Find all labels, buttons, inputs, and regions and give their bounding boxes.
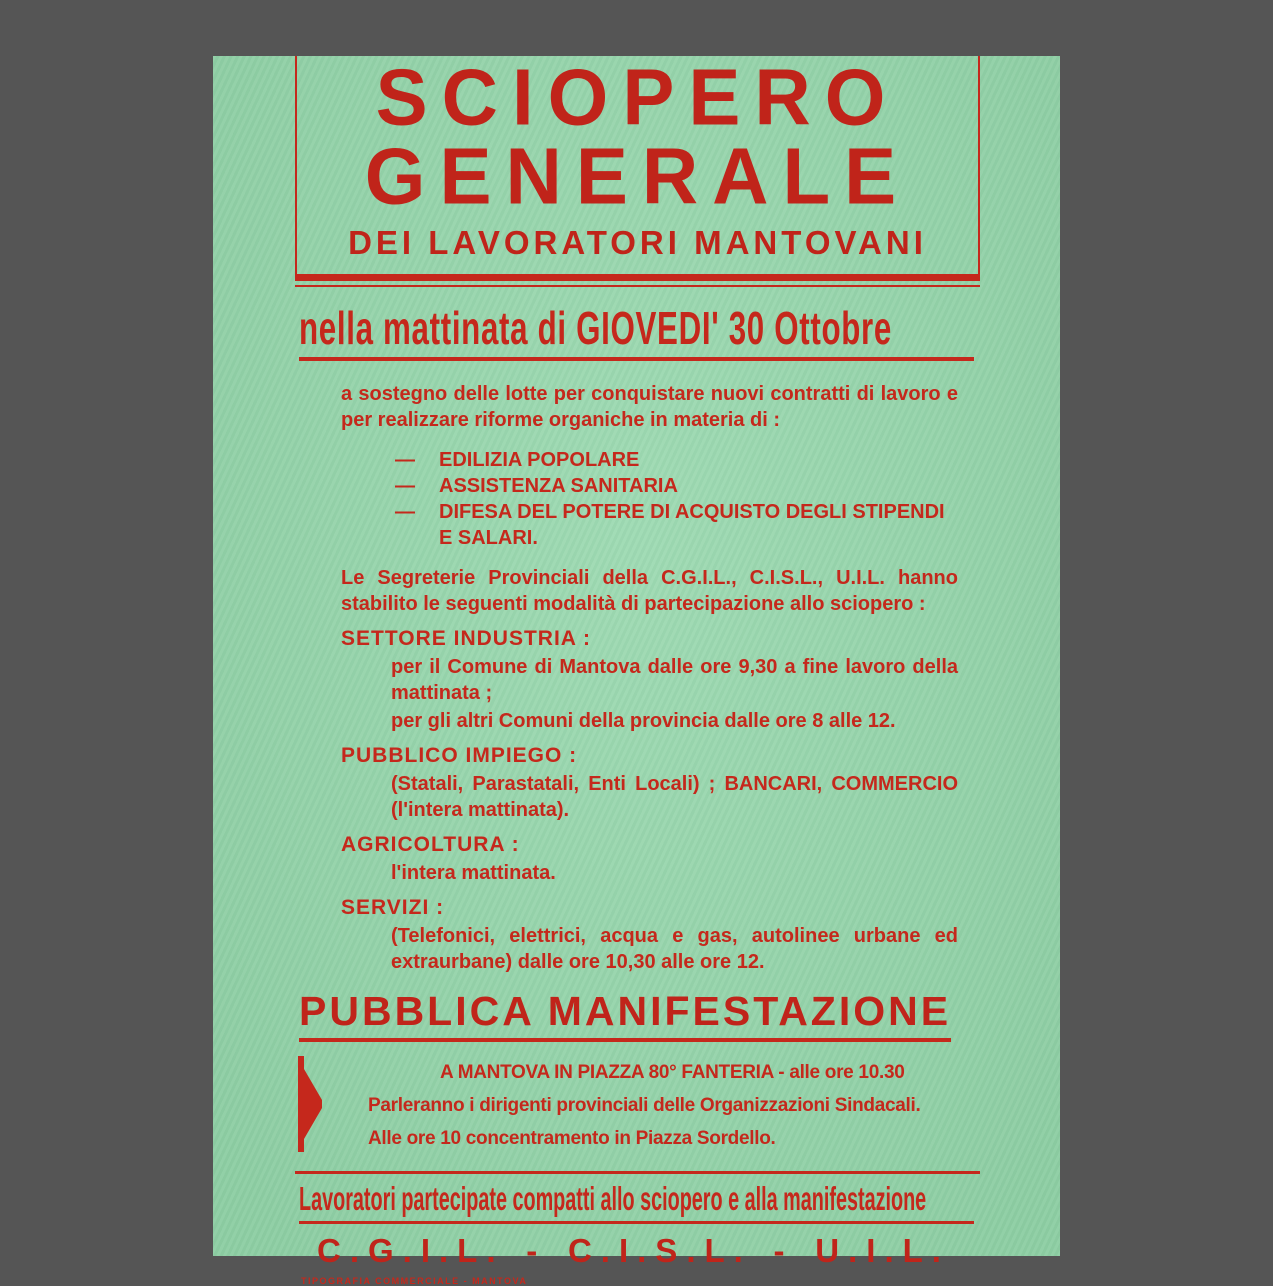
dash-bullet-icon: — bbox=[395, 449, 415, 471]
section-heading: SERVIZI : bbox=[341, 896, 445, 919]
section-heading: PUBBLICO IMPIEGO : bbox=[341, 744, 578, 767]
demand-list bbox=[395, 447, 958, 551]
union-cisl: C.I.S.L. bbox=[567, 1232, 752, 1269]
poster-title-line1: SCIOPERO bbox=[375, 52, 900, 142]
poster-title-line2: GENERALE bbox=[364, 131, 911, 221]
section-agricoltura bbox=[341, 831, 958, 886]
intro-paragraph: a sostegno delle lotte per conquistare nuovi contratti di lavoro e per realizzare riforme organiche in materia di : bbox=[341, 383, 958, 431]
demand-text: EDILIZIA POPOLARE bbox=[439, 449, 640, 471]
demand-item-edilizia bbox=[395, 447, 958, 473]
dash-bullet-icon: — bbox=[395, 475, 415, 497]
right-arrow-icon bbox=[298, 1056, 322, 1152]
manifestation-line-gathering: Alle ore 10 concentramento in Piazza Sordello. bbox=[368, 1128, 776, 1149]
section-body-line: per gli altri Comuni della provincia dalle ore 8 alle 12. bbox=[391, 710, 896, 732]
union-cgil: C.G.I.L. bbox=[317, 1232, 505, 1269]
section-body-line: (Telefonici, elettrici, acqua e gas, autolinee urbane ed extraurbane) dalle ore 10,30 alle ore 12. bbox=[391, 925, 958, 973]
section-settore-industria bbox=[341, 625, 958, 734]
manifestation-heading-wrap bbox=[299, 989, 960, 1042]
union-uil: U.I.L. bbox=[815, 1232, 950, 1269]
strike-poster bbox=[213, 52, 1060, 1286]
dash-bullet-icon: — bbox=[395, 501, 415, 523]
unions-row bbox=[317, 1234, 950, 1268]
printer-credit: TIPOGRAFIA COMMERCIALE - MANTOVA bbox=[301, 1276, 528, 1286]
footer-rule-top bbox=[295, 1171, 980, 1174]
demand-item-assistenza bbox=[395, 473, 958, 499]
title-rule-thick bbox=[295, 274, 980, 281]
date-rule bbox=[299, 357, 974, 361]
manifestation-line-speakers: Parleranno i dirigenti provinciali delle Organizzazioni Sindacali. bbox=[368, 1095, 921, 1116]
section-heading: SETTORE INDUSTRIA : bbox=[341, 627, 592, 650]
slogan-wrap bbox=[299, 1180, 974, 1218]
footer-rule-bottom bbox=[299, 1221, 974, 1224]
schedule-lead-paragraph: Le Segreterie Provinciali della C.G.I.L., C.I.S.L., U.I.L. hanno stabilito le seguenti modalità di partecipazione allo sciopero : bbox=[341, 567, 958, 615]
date-banner-wrap bbox=[299, 303, 974, 353]
manifestation-block bbox=[298, 1052, 970, 1159]
section-body-line: per il Comune di Mantova dalle ore 9,30 a fine lavoro della mattinata ; bbox=[391, 656, 958, 704]
demand-text: ASSISTENZA SANITARIA bbox=[439, 475, 678, 497]
demand-text: DIFESA DEL POTERE DI ACQUISTO DEGLI STIPENDI E SALARI. bbox=[439, 501, 945, 549]
footer-slogan: Lavoratori partecipate compatti allo sciopero e alla manifestazione bbox=[299, 1180, 927, 1217]
manifestation-line-place: A MANTOVA IN PIAZZA 80° FANTERIA - alle ore 10.30 bbox=[440, 1062, 905, 1083]
union-separator: - bbox=[773, 1232, 794, 1269]
title-block bbox=[295, 52, 980, 274]
section-heading: AGRICOLTURA : bbox=[341, 833, 520, 856]
poster-subtitle: DEI LAVORATORI MANTOVANI bbox=[348, 224, 927, 261]
section-body-line: l'intera mattinata. bbox=[391, 862, 556, 884]
date-banner: nella mattinata di GIOVEDI' 30 Ottobre bbox=[299, 302, 892, 354]
demand-item-difesa bbox=[395, 499, 958, 551]
manifestation-heading: PUBBLICA MANIFESTAZIONE bbox=[299, 989, 951, 1042]
title-rule-thin bbox=[295, 285, 980, 287]
section-servizi bbox=[341, 894, 958, 975]
section-body-line: (Statali, Parastatali, Enti Locali) ; BANCARI, COMMERCIO (l'intera mattinata). bbox=[391, 773, 958, 821]
section-pubblico-impiego bbox=[341, 742, 958, 823]
union-separator: - bbox=[526, 1232, 547, 1269]
